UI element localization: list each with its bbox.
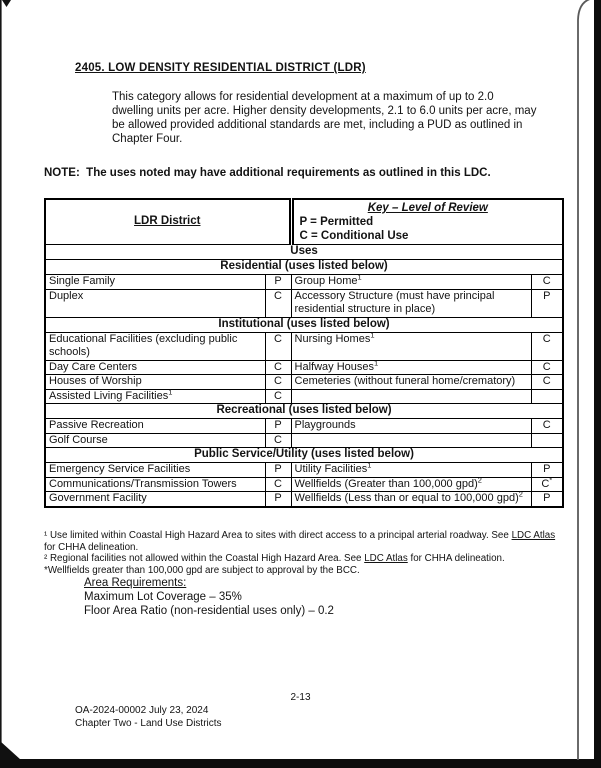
level-of-review-cell: C: [531, 275, 563, 290]
use-row: [45, 375, 563, 390]
use-name-cell: Cemeteries (without funeral home/crematory): [291, 375, 531, 390]
footnote-1-text: ¹ Use limited within Coastal High Hazard Area to sites with direct access to a principal arterial roadway. See: [44, 530, 512, 541]
use-name-cell: Group Home$^1$: [291, 275, 531, 290]
level-of-review-cell: C: [265, 477, 291, 492]
section-header-cell: Institutional (uses listed below): [45, 317, 563, 332]
level-of-review-cell: C: [265, 289, 291, 317]
level-of-review-cell: P: [531, 289, 563, 317]
use-row: [45, 433, 563, 448]
footnote-asterisk-text: *Wellfields greater than 100,000 gpd are subject to approval by the BCC.: [44, 564, 360, 576]
use-name-cell: Houses of Worship: [45, 375, 265, 390]
footnote-1-tail: for CHHA delineation.: [44, 541, 139, 553]
district-header-label: LDR District: [134, 215, 201, 228]
use-row: [45, 360, 563, 375]
key-permitted-line: P = Permitted: [299, 216, 374, 228]
level-of-review-cell: C: [265, 433, 291, 448]
use-name-cell: Day Care Centers: [45, 360, 265, 375]
bottom-left-crop-mark: [0, 741, 21, 760]
level-of-review-cell: C: [531, 332, 563, 360]
uses-table-body: [45, 245, 563, 507]
page-footer: [75, 704, 222, 730]
section-heading: 2405. LOW DENSITY RESIDENTIAL DISTRICT (LDR): [75, 62, 366, 74]
footnotes: [44, 530, 568, 576]
key-conditional-line: C = Conditional Use: [299, 230, 409, 242]
use-name-cell: Nursing Homes$^1$: [291, 332, 531, 360]
section-header-row: [45, 317, 563, 332]
level-of-review-cell: C: [265, 389, 291, 404]
level-of-review-cell: C: [531, 375, 563, 390]
footnote-2-text: ² Regional facilities not allowed within the Coastal High Hazard Area. See: [44, 553, 365, 565]
area-requirements: [84, 576, 334, 618]
use-row: [45, 463, 563, 478]
intro-paragraph: This category allows for residential development at a maximum of up to 2.0 dwelling units per acre. Higher density developments, 2.1 to 6.0 units per acre, may be allowed provided additional standards are met, including a PUD as outlined in Chapter Four.: [112, 91, 537, 145]
use-row: [45, 289, 563, 317]
footer-doc-ref: OA-2024-00002 July 23, 2024: [75, 705, 209, 716]
area-requirements-title: Area Requirements:: [84, 577, 187, 589]
section-header-row: [45, 260, 563, 275]
use-name-cell: Government Facility: [45, 492, 265, 507]
footnote-1-ldc-atlas-ref: LDC Atlas: [511, 530, 556, 541]
level-of-review-cell: C: [531, 360, 563, 375]
use-name-cell: Halfway Houses$^1$: [291, 360, 531, 375]
level-of-review-cell: P: [265, 492, 291, 507]
use-name-cell: Single Family: [45, 275, 265, 290]
footnote-2-tail: for CHHA delineation.: [407, 553, 505, 565]
section-header-row: [45, 448, 563, 463]
use-row: [45, 477, 563, 492]
use-name-cell: [291, 433, 531, 448]
footer-chapter: Chapter Two - Land Use Districts: [75, 718, 222, 729]
uses-header-cell: Uses: [45, 245, 563, 260]
use-name-cell: Communications/Transmission Towers: [45, 477, 265, 492]
level-of-review-cell: P: [531, 492, 563, 507]
level-of-review-cell: P: [531, 463, 563, 478]
use-name-cell: Wellfields (Greater than 100,000 gpd)$^2$: [291, 477, 531, 492]
use-row: [45, 389, 563, 404]
section-header-cell: Residential (uses listed below): [45, 260, 563, 275]
use-name-cell: Accessory Structure (must have principal residential structure in place): [291, 289, 531, 317]
section-header-row: [45, 404, 563, 419]
area-requirement-lot-coverage: Maximum Lot Coverage – 35%: [84, 591, 242, 603]
table-header-row: [45, 199, 563, 245]
level-of-review-cell: C: [265, 375, 291, 390]
use-name-cell: Emergency Service Facilities: [45, 463, 265, 478]
footnote-2-ldc-atlas-ref: LDC Atlas: [364, 553, 408, 565]
use-name-cell: Duplex: [45, 289, 265, 317]
level-of-review-cell: C: [531, 419, 563, 434]
use-name-cell: Wellfields (Less than or equal to 100,000 gpd)$^2$: [291, 492, 531, 507]
bottom-edge-strip: [0, 759, 601, 768]
level-of-review-cell: C*: [531, 477, 563, 492]
use-name-cell: Assisted Living Facilities$^1$: [45, 389, 265, 404]
page-edge-line: [578, 0, 590, 760]
level-of-review-cell: P: [265, 419, 291, 434]
page-number: 2-13: [290, 692, 311, 703]
footnote-asterisk: [44, 565, 568, 577]
note-line: NOTE: The uses noted may have additional requirements as outlined in this LDC.: [44, 167, 491, 179]
level-of-review-cell: C: [265, 332, 291, 360]
use-row: [45, 419, 563, 434]
use-row: [45, 492, 563, 507]
footnote-1: [44, 530, 568, 553]
right-edge-strip: [594, 0, 601, 768]
use-name-cell: Educational Facilities (excluding public schools): [45, 332, 265, 360]
level-of-review-cell: C: [265, 360, 291, 375]
level-of-review-cell: P: [265, 275, 291, 290]
use-name-cell: Playgrounds: [291, 419, 531, 434]
top-left-crop-mark: [2, 0, 11, 7]
use-name-cell: Passive Recreation: [45, 419, 265, 434]
left-edge-strip: [0, 0, 2, 768]
use-row: [45, 332, 563, 360]
uses-header-row: [45, 245, 563, 260]
key-header-cell: [291, 199, 563, 245]
use-row: [45, 275, 563, 290]
use-name-cell: [291, 389, 531, 404]
section-header-cell: Recreational (uses listed below): [45, 404, 563, 419]
ldr-uses-table: [44, 198, 564, 508]
level-of-review-cell: [531, 433, 563, 448]
footnote-2: [44, 553, 568, 565]
district-header-cell: [45, 199, 291, 245]
use-name-cell: Utility Facilities$^1$: [291, 463, 531, 478]
key-title: Key – Level of Review: [367, 202, 488, 214]
level-of-review-cell: [531, 389, 563, 404]
use-name-cell: Golf Course: [45, 433, 265, 448]
level-of-review-cell: P: [265, 463, 291, 478]
section-header-cell: Public Service/Utility (uses listed below): [45, 448, 563, 463]
area-requirement-far: Floor Area Ratio (non-residential uses only) – 0.2: [84, 605, 334, 617]
